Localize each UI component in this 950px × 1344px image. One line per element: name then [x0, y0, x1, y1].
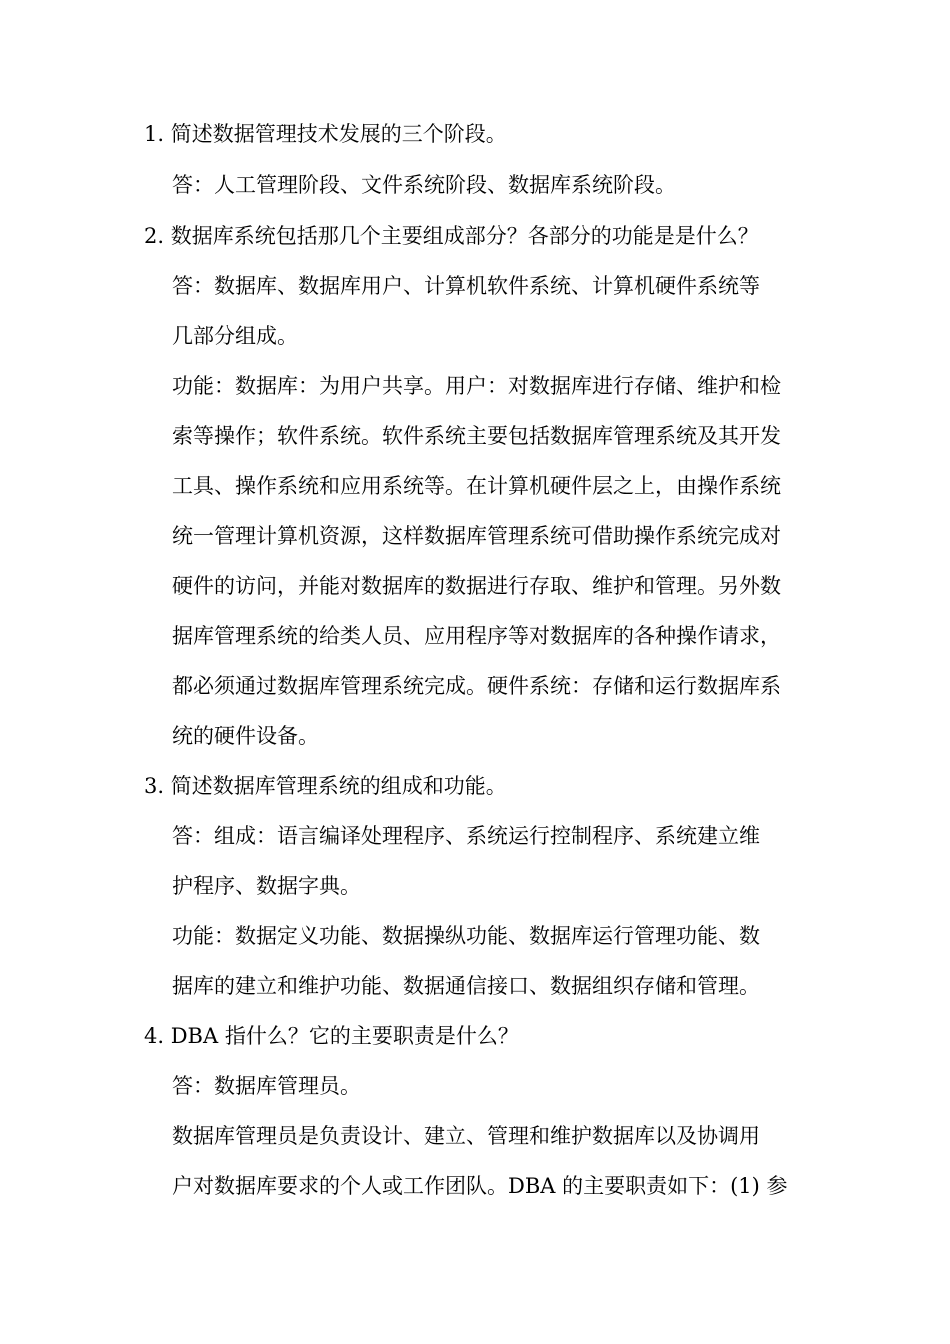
function-2-line-7: 都必须通过数据库管理系统完成。硬件系统：存储和运行数据库系	[172, 674, 781, 698]
function-2-line-6: 据库管理系统的给类人员、应用程序等对数据库的各种操作请求，	[172, 624, 781, 648]
answer-1: 答：人工管理阶段、文件系统阶段、数据库系统阶段。	[172, 173, 676, 197]
answer-3-line-1: 答：组成：语言编译处理程序、系统运行控制程序、系统建立维	[172, 824, 760, 848]
function-2-line-8: 统的硬件设备。	[172, 724, 319, 748]
function-3-line-2: 据库的建立和维护功能、数据通信接口、数据组织存储和管理。	[172, 974, 760, 998]
answer-2-line-1: 答：数据库、数据库用户、计算机软件系统、计算机硬件系统等	[172, 274, 760, 298]
answer-2-line-2: 几部分组成。	[172, 324, 298, 348]
question-1: 1. 简述数据管理技术发展的三个阶段。	[144, 122, 507, 146]
function-2-line-1: 功能：数据库：为用户共享。用户：对数据库进行存储、维护和检	[172, 374, 781, 398]
question-3: 3. 简述数据库管理系统的组成和功能。	[144, 774, 507, 798]
function-2-line-3: 工具、操作系统和应用系统等。在计算机硬件层之上，由操作系统	[172, 474, 781, 498]
function-2-line-4: 统一管理计算机资源，这样数据库管理系统可借助操作系统完成对	[172, 524, 781, 548]
function-2-line-2: 索等操作；软件系统。软件系统主要包括数据库管理系统及其开发	[172, 424, 781, 448]
question-2: 2. 数据库系统包括那几个主要组成部分？各部分的功能是是什么？	[144, 224, 759, 248]
answer-4: 答：数据库管理员。	[172, 1074, 361, 1098]
function-3-line-1: 功能：数据定义功能、数据操纵功能、数据库运行管理功能、数	[172, 924, 760, 948]
answer-4-detail-line-2: 户对数据库要求的个人或工作团队。DBA 的主要职责如下：(1) 参	[172, 1174, 788, 1198]
answer-4-detail-line-1: 数据库管理员是负责设计、建立、管理和维护数据库以及协调用	[172, 1124, 760, 1148]
function-2-line-5: 硬件的访问，并能对数据库的数据进行存取、维护和管理。另外数	[172, 574, 781, 598]
answer-3-line-2: 护程序、数据字典。	[172, 874, 361, 898]
question-4: 4. DBA 指什么？它的主要职责是什么？	[144, 1024, 519, 1048]
